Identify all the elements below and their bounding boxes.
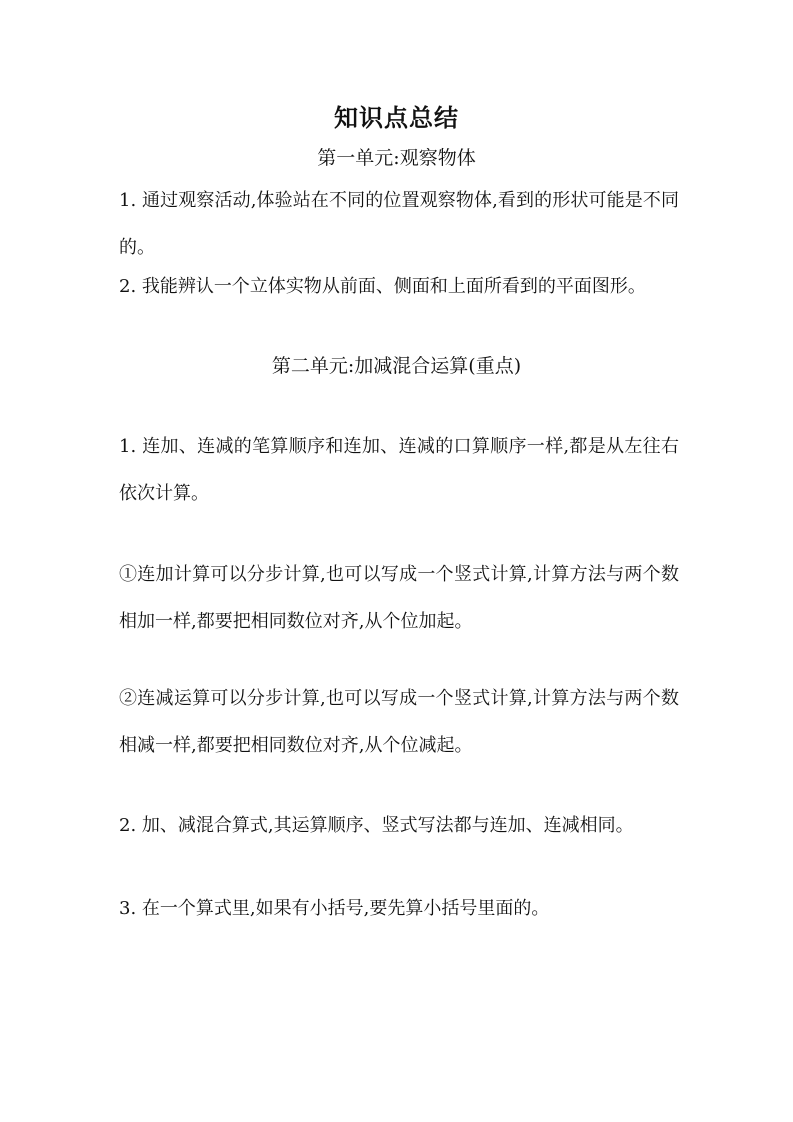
unit2-heading: 第二单元:加减混合运算(重点) bbox=[271, 355, 522, 377]
unit2-item-1: 1. 连加、连减的笔算顺序和连加、连减的口算顺序一样,都是从左往右依次计算。 bbox=[119, 436, 679, 504]
unit1-item-2: 2. 我能辨认一个立体实物从前面、侧面和上面所看到的平面图形。 bbox=[119, 276, 646, 297]
unit2-item-1b: ②连减运算可以分步计算,也可以写成一个竖式计算,计算方法与两个数相减一样,都要把相同数位对齐,从个位减起。 bbox=[119, 688, 679, 756]
unit2-item-3: 3. 在一个算式里,如果有小括号,要先算小括号里面的。 bbox=[119, 898, 550, 919]
unit2-item-1a: ①连加计算可以分步计算,也可以写成一个竖式计算,计算方法与两个数相加一样,都要把相同数位对齐,从个位加起。 bbox=[119, 564, 679, 632]
unit1-item-1: 1. 通过观察活动,体验站在不同的位置观察物体,看到的形状可能是不同的。 bbox=[119, 190, 679, 258]
unit2-item-2: 2. 加、减混合算式,其运算顺序、竖式写法都与连加、连减相同。 bbox=[119, 815, 634, 836]
page-title: 知识点总结 bbox=[334, 104, 459, 132]
unit1-heading: 第一单元:观察物体 bbox=[317, 147, 476, 169]
